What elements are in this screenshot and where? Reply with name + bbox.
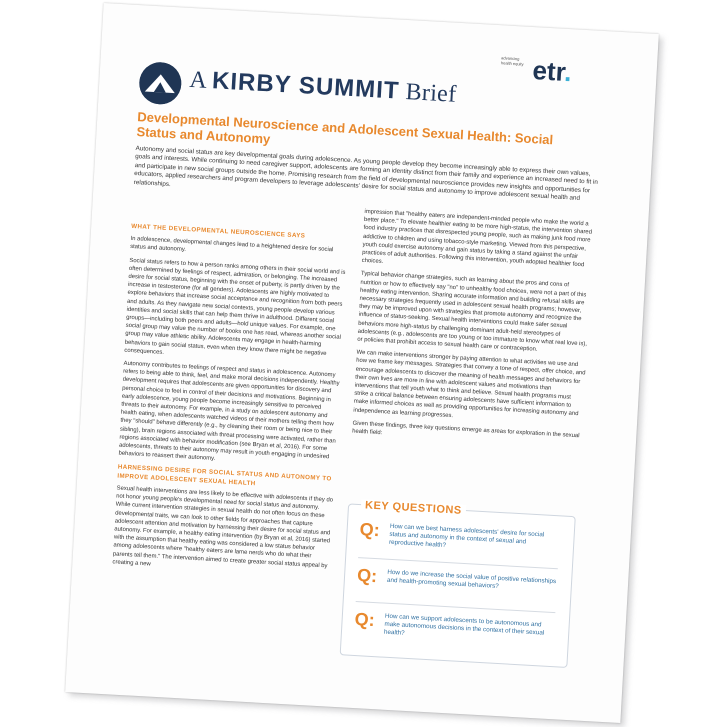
key-messages-paragraph: We can make interventions stronger by paying attention to what activities we use and how we frame key messages. Strategies that convey a tone of respect, offer choice, and encourage adolescents to discover the meaning of health messages and behaviors for their own lives are more in line with adolescent values and motivations than interventions that tell youth what to think and believe. Sexual health programs must strike a critical balance between ensuring adolescents have sufficient information to make informed choices as well as providing opportunities for increasing autonomy and independence as learning progresses. xyxy=(353,349,586,419)
key-questions-box xyxy=(340,499,576,667)
intro-paragraph: Autonomy and social status are key developmental goals during adolescence. As young people develop they become increasingly able to express their own values, goals and interests. While continuing to need caregiver support, adolescents are forming an identity distinct from their family and experience an increased need to fit in and participate in new social groups outside the home. Promising research from the field of developmental neuroscience provides new insights and opportunities for educators, applied researchers and program developers to leverage adolescents' desire for social status and autonomy to improve adolescent sexual health and relationships. xyxy=(133,145,599,203)
etr-logo-text: etr xyxy=(531,55,566,87)
left-column xyxy=(112,217,349,584)
question-marker: Q: xyxy=(356,565,378,587)
brief-name: KIRBY SUMMIT xyxy=(211,67,401,105)
harnessing-paragraph: Sexual health interventions are less likely to be effective with adolescents if they do not honor young people's developmental need for social status and autonomy. While current intervention strategies in sexual health do not often focus on these developmental traits, we can look to other fields for approaches that capture adolescent attention and motivation by harnessing their desire for social status and autonomy. For example, a healthy eating intervention (by Bryan et al, 2016) started with the assumption that healthy eating was considered a low status behavior among adolescents where "healthy eaters are lame nerds who do what their parents tell them." The intervention aimed to create greater social status appeal by creating a new xyxy=(112,485,334,569)
question-text: How can we best harness adolescents' desire for social status and autonomy in the context of sexual and reproductive health? xyxy=(388,522,545,549)
section-heading-neuroscience: WHAT THE DEVELOPMENTAL NEUROSCIENCE SAYS xyxy=(131,222,306,240)
typical-strategies-paragraph: Typical behavior change strategies, such as learning about the pros and cons of nutrition or how to effectively say "no" to unhealthy food choices, were not a part of this healthy eating intervention. Sharing accurate information and building refusal skills are necessary strategies frequently used in adolescent sexual health programs; however, they may be improved upon with strategies that promote autonomy and recognize the influence of status-seeking. Sexual health interventions could make safer sexual behaviors more high-status by challenging dominant adult-held stereotypes of adolescents (e.g., adolescents are too young or too immature to know what real love is), or policies that prohibit access to sexual health care or contraception. xyxy=(357,271,588,353)
question-marker: Q: xyxy=(354,609,376,631)
etr-logo-dot: . xyxy=(563,56,573,88)
question-divider xyxy=(356,601,556,613)
question-divider xyxy=(358,557,558,569)
right-column xyxy=(352,208,595,454)
findings-paragraph: Given these findings, three key questions emerge as areas for exploration in the sexual health field: xyxy=(351,420,580,440)
brief-suffix: Brief xyxy=(398,78,458,108)
brief-page xyxy=(65,3,659,723)
autonomy-paragraph: Autonomy contributes to feelings of respect and status in adolescence. Autonomy refers to being able to think, feel, and make moral decisions independently. Healthy development requires that adolescents are given opportunities for discovery and personal choice to feel in control of their decisions and motivations. Beginning in early adolescence, young people become increasingly sensitive to perceived threats to their autonomy. For example, in a study on adolescent autonomy and health eating, when adolescents watched videos of their mothers telling them how they "should" behave differently (e.g., by cleaning their room or being nice to their sibling), brain regions associated with threat processing were activated, rather than regions associated with behavior modification (see Bryan et al, 2016). For some adolescents, threats to their autonomy may result in youth engaging in undesired behaviors to reassert their autonomy. xyxy=(118,360,340,463)
section-heading-harnessing: HARNESSING DESIRE FOR SOCIAL STATUS AND AUTONOMY TO IMPROVE ADOLESCENT SEXUAL HEALTH xyxy=(117,464,332,487)
question-text: How can we support adolescents to be autonomous and make autonomous decisions in the context of their sexual health? xyxy=(383,612,545,637)
key-question-1 xyxy=(359,519,560,549)
question-marker: Q: xyxy=(359,519,381,541)
key-questions-heading: KEY QUESTIONS xyxy=(361,499,466,517)
social-status-paragraph: Social status refers to how a person ranks among others in their social world and is often determined by feelings of respect, admiration, or belonging. The increased desire for social status, beginning with the onset of puberty, is partly driven by the increase in testosterone (for all genders). Adolescents are highly motivated to explore behaviors that increase social acceptance and recognition from both peers and adults. As they navigate new social contexts, young people develop various identities and social skills that can help them thrive in adulthood. Different social groups—including both peers and adults—hold unique values. For example, one social group may value the number of books one has read, whereas another social group may value athletic ability. Adolescents may engage in health-harming behaviors to gain social status, even when they know there might be negative consequences. xyxy=(124,257,346,357)
brief-prefix: A xyxy=(188,66,213,95)
continued-paragraph: impression that "healthy eaters are independent-minded people who make the world a better place." To elevate healthier eating to be more high-status, the intervention shared food industry practices that disrespected young people, such as making junk food more addictive to children and using tobacco-style marketing. Viewed from this perspective, youth could exercise autonomy and gain status by taking a stand against the unfair practices of adult authorities. Following this intervention, youth adopted healthier food choices. xyxy=(361,208,593,269)
etr-logo xyxy=(532,55,573,88)
kirby-summit-logo-icon xyxy=(138,61,182,105)
document-title: Developmental Neuroscience and Adolescent Sexual Health: Social Status and Autonomy xyxy=(136,109,554,148)
brief-title xyxy=(189,66,457,109)
etr-tagline: advancing health equity xyxy=(500,55,524,67)
question-text: How do we increase the social value of positive relationships and health-promoting sexual behaviors? xyxy=(386,568,557,590)
section-lead: In adolescence, developmental changes lead to a heightened desire for social status and autonomy. xyxy=(129,236,334,254)
